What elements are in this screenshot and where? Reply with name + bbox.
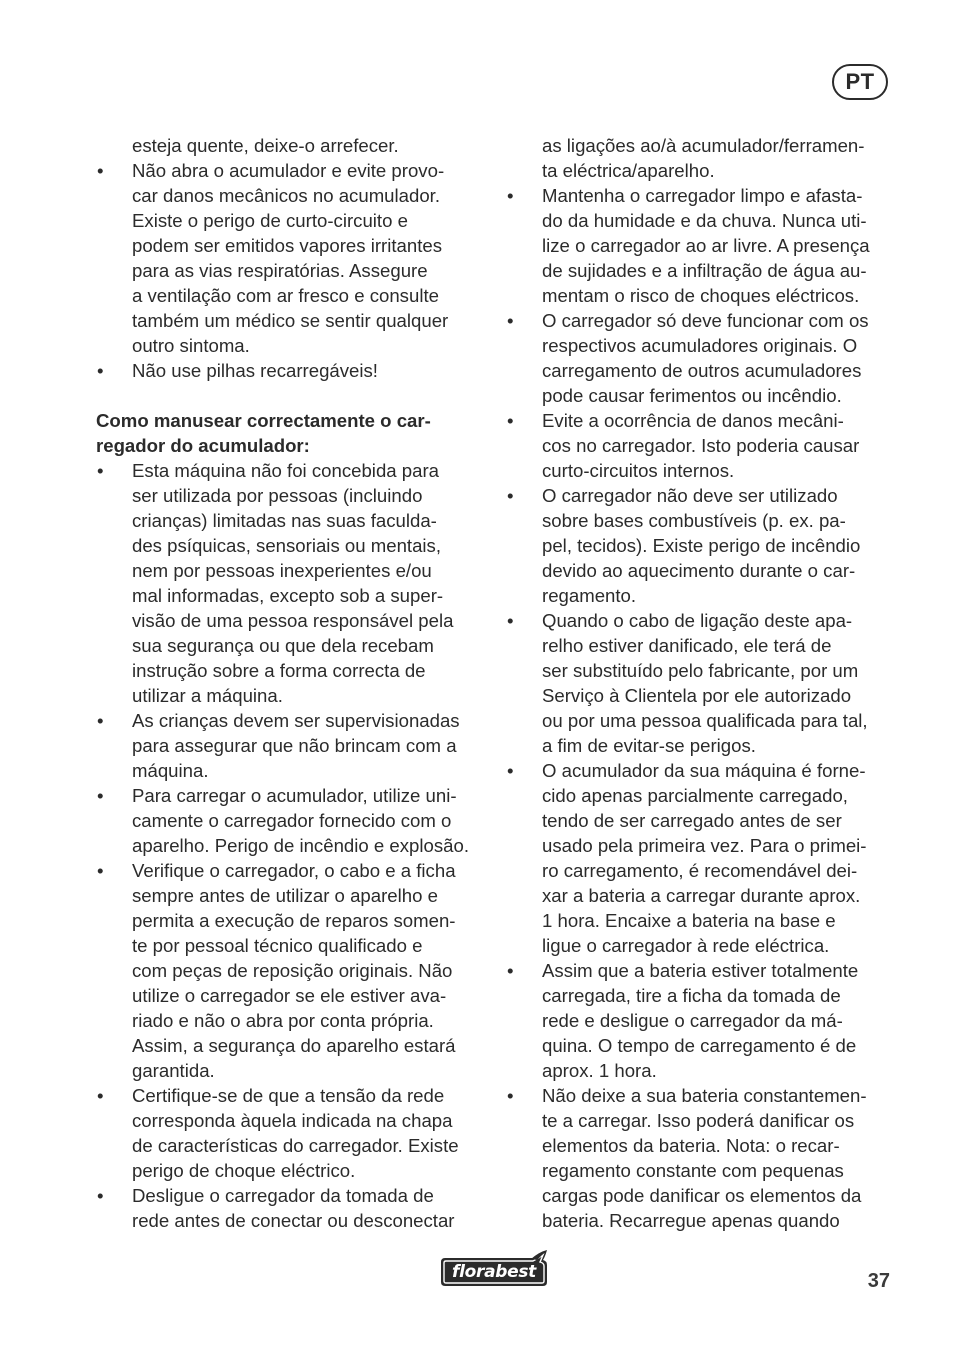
text-line: crianças) limitadas nas suas faculda- (132, 510, 437, 531)
text-line: mal informadas, excepto sob a super- (132, 585, 444, 606)
text-line: carregamento de outros acumuladores (542, 360, 862, 381)
text-line: tendo de ser carregado antes de ser (542, 810, 842, 831)
bullet-icon: • (507, 410, 514, 431)
text-line: O carregador não deve ser utilizado (542, 485, 838, 506)
list-item (96, 858, 486, 1083)
text-line: camente o carregador fornecido com o (132, 810, 452, 831)
text-line: Esta máquina não foi concebida para (132, 460, 440, 481)
text-line: te por pessoal técnico qualificado e (132, 935, 423, 956)
text-line: aparelho. Perigo de incêndio e explosão. (132, 835, 469, 856)
text-line: ta eléctrica/aparelho. (542, 160, 715, 181)
text-line: Verifique o carregador, o cabo e a ficha (132, 860, 456, 881)
text-line: a fim de evitar-se perigos. (542, 735, 756, 756)
text-line: garantida. (132, 1060, 215, 1081)
text-line: nem por pessoas inexperientes e/ou (132, 560, 432, 581)
text-line: Desligue o carregador da tomada de (132, 1185, 434, 1206)
text-line: bateria. Recarregue apenas quando (542, 1210, 840, 1231)
text-line: utilize o carregador se ele estiver ava- (132, 985, 447, 1006)
list-item (506, 183, 891, 308)
bullet-icon: • (97, 785, 104, 806)
text-line: utilizar a máquina. (132, 685, 283, 706)
text-line: respectivos acumuladores originais. O (542, 335, 858, 356)
brand-name: florabest (451, 1262, 536, 1282)
text-line: sempre antes de utilizar o aparelho e (132, 885, 438, 906)
text-line: O carregador só deve funcionar com os (542, 310, 869, 331)
list-item (96, 1083, 486, 1183)
text-line: As crianças devem ser supervisionadas (132, 710, 460, 731)
text-line: as ligações ao/à acumulador/ferramen- (542, 135, 865, 156)
text-line: xar a bateria a carregar durante aprox. (542, 885, 861, 906)
text-line: do da humidade e da chuva. Nunca uti- (542, 210, 867, 231)
bullet-list (506, 183, 891, 1233)
text-line: sobre bases combustíveis (p. ex. pa- (542, 510, 846, 531)
text-line: usado pela primeira vez. Para o primei- (542, 835, 867, 856)
text-line: esteja quente, deixe-o arrefecer. (132, 135, 399, 156)
bullet-icon: • (97, 1185, 104, 1206)
bullet-icon: • (507, 760, 514, 781)
text-line: regador do acumulador: (96, 435, 310, 456)
text-line: Não abra o acumulador e evite provo- (132, 160, 445, 181)
text-line: cido apenas parcialmente carregado, (542, 785, 848, 806)
text-line: pode causar ferimentos ou incêndio. (542, 385, 842, 406)
text-line: regamento constante com pequenas (542, 1160, 844, 1181)
page-number: 37 (867, 1270, 890, 1292)
text-line: curto-circuitos internos. (542, 460, 735, 481)
text-line: a ventilação com ar fresco e consulte (132, 285, 439, 306)
language-code: PT (845, 69, 875, 94)
text-line: podem ser emitidos vapores irritantes (132, 235, 443, 256)
text-line: permita a execução de reparos somen- (132, 910, 456, 931)
text-line: visão de uma pessoa responsável pela (132, 610, 454, 631)
list-item (506, 483, 891, 608)
text-line: Assim que a bateria estiver totalmente (542, 960, 859, 981)
bullet-icon: • (97, 360, 104, 381)
text-line: de características do carregador. Existe (132, 1135, 459, 1156)
bullet-icon: • (97, 860, 104, 881)
list-item (506, 758, 891, 958)
bullet-icon: • (507, 185, 514, 206)
section-heading (96, 408, 486, 458)
text-line: mentam o risco de choques eléctricos. (542, 285, 860, 306)
text-line: cos no carregador. Isto poderia causar (542, 435, 860, 456)
text-line: riado e não o abra por conta própria. (132, 1010, 434, 1031)
text-line: relho estiver danificado, ele terá de (542, 635, 832, 656)
list-item (506, 408, 891, 483)
text-line: Quando o cabo de ligação deste apa- (542, 610, 853, 631)
text-line: ou por uma pessoa qualificada para tal, (542, 710, 868, 731)
list-item (506, 958, 891, 1083)
text-line: rede antes de conectar ou desconectar (132, 1210, 455, 1231)
bullet-list (96, 158, 486, 383)
text-line: 1 hora. Encaixe a bateria na base e (542, 910, 836, 931)
text-line: regamento. (542, 585, 637, 606)
list-item (96, 458, 486, 708)
text-line: Assim, a segurança do aparelho estará (132, 1035, 456, 1056)
text-line: Não deixe a sua bateria constantemen- (542, 1085, 867, 1106)
text-line: ser substituído pelo fabricante, por um (542, 660, 859, 681)
list-item (506, 1083, 891, 1233)
text-line: ser utilizada por pessoas (incluindo (132, 485, 423, 506)
list-item (506, 308, 891, 408)
text-line: car danos mecânicos no acumulador. (132, 185, 441, 206)
text-line: para assegurar que não brincam com a (132, 735, 457, 756)
text-line: lize o carregador ao ar livre. A presença (542, 235, 870, 256)
text-line: com peças de reposição originais. Não (132, 960, 453, 981)
text-line: quina. O tempo de carregamento é de (542, 1035, 857, 1056)
text-line: máquina. (132, 760, 209, 781)
text-line: ligue o carregador à rede eléctrica. (542, 935, 830, 956)
text-line: sua segurança ou que dela recebam (132, 635, 434, 656)
list-item (96, 1183, 486, 1233)
bullet-icon: • (507, 610, 514, 631)
text-line: Serviço à Clientela por ele autorizado (542, 685, 852, 706)
text-line: também um médico se sentir qualquer (132, 310, 449, 331)
text-line: des psíquicas, sensoriais ou mentais, (132, 535, 442, 556)
list-item (96, 158, 486, 358)
bullet-icon: • (97, 160, 104, 181)
text-line: carregada, tire a ficha da tomada de (542, 985, 841, 1006)
bullet-icon: • (97, 460, 104, 481)
text-line: outro sintoma. (132, 335, 250, 356)
text-line: perigo de choque eléctrico. (132, 1160, 356, 1181)
text-line: elementos da bateria. Nota: o recar- (542, 1135, 840, 1156)
text-line: pel, tecidos). Existe perigo de incêndio (542, 535, 861, 556)
text-line: Não use pilhas recarregáveis! (132, 360, 378, 381)
text-line: aprox. 1 hora. (542, 1060, 657, 1081)
text-line: rede e desligue o carregador da má- (542, 1010, 843, 1031)
list-item (96, 708, 486, 783)
list-item (96, 358, 486, 383)
right-column (506, 133, 891, 1233)
text-line: Mantenha o carregador limpo e afasta- (542, 185, 863, 206)
florabest-logo (437, 1248, 551, 1290)
text-line: O acumulador da sua máquina é forne- (542, 760, 866, 781)
text-line: instrução sobre a forma correcta de (132, 660, 426, 681)
text-line: Evite a ocorrência de danos mecâni- (542, 410, 844, 431)
bullet-icon: • (507, 485, 514, 506)
bullet-icon: • (507, 310, 514, 331)
bullet-icon: • (507, 1085, 514, 1106)
left-column (96, 133, 486, 1233)
language-badge (832, 64, 888, 100)
continuation-text (506, 133, 891, 183)
text-line: devido ao aquecimento durante o car- (542, 560, 856, 581)
bullet-icon: • (97, 1085, 104, 1106)
text-line: te a carregar. Isso poderá danificar os (542, 1110, 855, 1131)
text-line: corresponda àquela indicada na chapa (132, 1110, 453, 1131)
continuation-text (96, 133, 486, 158)
text-line: ro carregamento, é recomendável dei- (542, 860, 858, 881)
text-line: cargas pode danificar os elementos da (542, 1185, 862, 1206)
bullet-icon: • (97, 710, 104, 731)
text-line: Para carregar o acumulador, utilize uni- (132, 785, 457, 806)
bullet-icon: • (507, 960, 514, 981)
text-line: Certifique-se de que a tensão da rede (132, 1085, 445, 1106)
list-item (96, 783, 486, 858)
bullet-list (96, 458, 486, 1233)
text-line: de sujidades e a infiltração de água au- (542, 260, 867, 281)
text-line: para as vias respiratórias. Assegure (132, 260, 428, 281)
text-line: Como manusear correctamente o car- (96, 410, 431, 431)
list-item (506, 608, 891, 758)
text-line: Existe o perigo de curto-circuito e (132, 210, 408, 231)
